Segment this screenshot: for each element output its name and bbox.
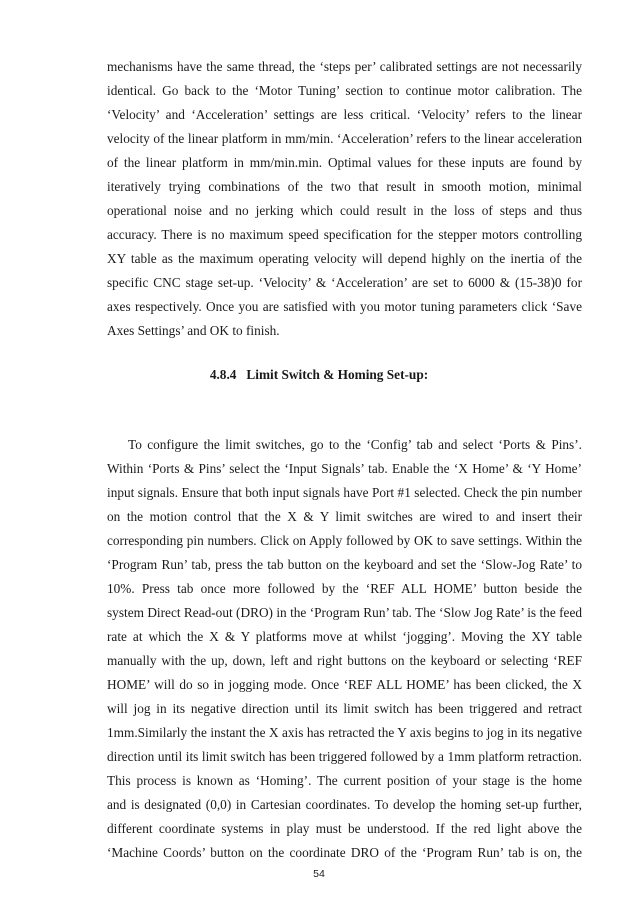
text-line: iteratively trying combinations of the two that result in smooth motion, minimal	[107, 179, 582, 194]
text-line: ‘Machine Coords’ button on the coordinate DRO of the ‘Program Run’ tab is on, the	[107, 845, 582, 860]
text-line: Axes Settings’ and OK to finish.	[107, 323, 280, 338]
text-line: specific CNC stage set-up. ‘Velocity’ & ‘Acceleration’ are set to 6000 & (15-38)0 for	[107, 275, 582, 290]
text-line: system Direct Read-out (DRO) in the ‘Program Run’ tab. The ‘Slow Jog Rate’ is the feed	[107, 605, 582, 620]
text-line: different coordinate systems in play must be understood. If the red light above the	[107, 821, 582, 836]
section-heading	[0, 367, 638, 383]
text-line: accuracy. There is no maximum speed specification for the stepper motors controlling	[107, 227, 582, 242]
text-line: HOME’ will do so in jogging mode. Once ‘REF ALL HOME’ has been clicked, the X	[107, 677, 582, 692]
text-line: 1mm.Similarly the instant the X axis has retracted the Y axis begins to jog in its negative	[107, 725, 582, 740]
text-line: velocity of the linear platform in mm/min. ‘Acceleration’ refers to the linear acceleration	[107, 131, 582, 146]
text-line: rate at which the X & Y platforms move at whilst ‘jogging’. Moving the XY table	[107, 629, 582, 644]
text-line: Within ‘Ports & Pins’ select the ‘Input Signals’ tab. Enable the ‘X Home’ & ‘Y Home’	[107, 461, 582, 476]
text-line: mechanisms have the same thread, the ‘steps per’ calibrated settings are not necessarily	[107, 59, 582, 74]
section-number: 4.8.4	[209, 367, 237, 382]
text-line: 10%. Press tab once more followed by the ‘REF ALL HOME’ button beside the	[107, 581, 582, 596]
text-line: of the linear platform in mm/min.min. Optimal values for these inputs are found by	[107, 155, 582, 170]
page-number: 54	[313, 868, 325, 880]
text-line: direction until its limit switch has been triggered followed by a 1mm platform retraction.	[107, 749, 582, 764]
text-line: This process is known as ‘Homing’. The current position of your stage is the home	[107, 773, 582, 788]
text-line: To configure the limit switches, go to the ‘Config’ tab and select ‘Ports & Pins’.	[128, 437, 582, 452]
section-title: Limit Switch & Homing Set-up:	[246, 367, 429, 382]
text-line: will jog in its negative direction until its limit switch has been triggered and retract	[107, 701, 582, 716]
text-line: axes respectively. Once you are satisfied with you motor tuning parameters click ‘Save	[107, 299, 582, 314]
text-line: identical. Go back to the ‘Motor Tuning’ section to continue motor calibration. The	[107, 83, 582, 98]
text-line: XY table as the maximum operating velocity will depend highly on the inertia of the	[107, 251, 582, 266]
text-line: ‘Velocity’ and ‘Acceleration’ settings are less critical. ‘Velocity’ refers to the linear	[107, 107, 582, 122]
text-line: operational noise and no jerking which could result in the loss of steps and thus	[107, 203, 582, 218]
text-line: input signals. Ensure that both input signals have Port #1 selected. Check the pin number	[107, 485, 582, 500]
text-line: corresponding pin numbers. Click on Apply followed by OK to save settings. Within the	[107, 533, 582, 548]
text-line: and is designated (0,0) in Cartesian coordinates. To develop the homing set-up further,	[107, 797, 582, 812]
text-line: on the motion control that the X & Y limit switches are wired to and insert their	[107, 509, 582, 524]
text-line: ‘Program Run’ tab, press the tab button on the keyboard and set the ‘Slow-Jog Rate’ to	[107, 557, 582, 572]
text-line: manually with the up, down, left and right buttons on the keyboard or selecting ‘REF	[107, 653, 582, 668]
